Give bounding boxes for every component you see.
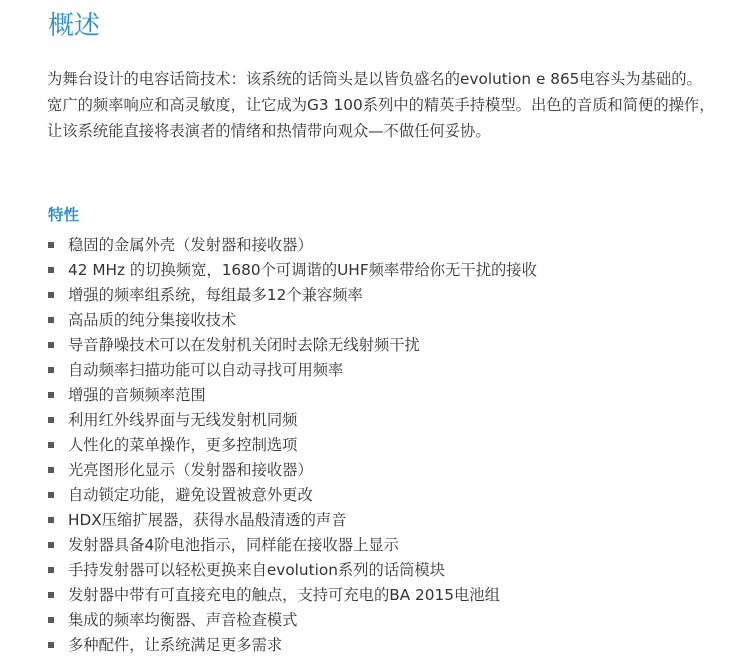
- square-bullet-icon: [48, 492, 54, 498]
- feature-text: 增强的音频频率范围: [68, 386, 206, 404]
- feature-text: HDX压缩扩展器，获得水晶般清透的声音: [68, 511, 347, 529]
- feature-item: [46, 583, 736, 608]
- feature-item: [46, 383, 736, 408]
- square-bullet-icon: [48, 242, 54, 248]
- square-bullet-icon: [48, 417, 54, 423]
- feature-text: 42 MHz 的切换频宽，1680个可调谐的UHF频率带给你无干扰的接收: [68, 261, 537, 279]
- square-bullet-icon: [48, 567, 54, 573]
- feature-item: [46, 533, 736, 558]
- feature-text: 手持发射器可以轻松更换来自evolution系列的话筒模块: [68, 561, 446, 579]
- square-bullet-icon: [48, 392, 54, 398]
- feature-text: 增强的频率组系统，每组最多12个兼容频率: [68, 286, 363, 304]
- square-bullet-icon: [48, 367, 54, 373]
- square-bullet-icon: [48, 642, 54, 648]
- feature-item: [46, 608, 736, 633]
- feature-item: [46, 558, 736, 583]
- feature-text: 发射器中带有可直接充电的触点，支持可充电的BA 2015电池组: [68, 586, 500, 604]
- square-bullet-icon: [48, 317, 54, 323]
- square-bullet-icon: [48, 592, 54, 598]
- feature-text: 导音静噪技术可以在发射机关闭时去除无线射频干扰: [68, 336, 420, 354]
- feature-item: [46, 283, 736, 308]
- page-title: 概述: [48, 11, 101, 41]
- feature-text: 人性化的菜单操作，更多控制选项: [68, 436, 298, 454]
- feature-item: [46, 633, 736, 658]
- feature-item: [46, 433, 736, 458]
- feature-text: 高品质的纯分集接收技术: [68, 311, 237, 329]
- feature-item: [46, 458, 736, 483]
- feature-item: [46, 483, 736, 508]
- feature-item: [46, 508, 736, 533]
- feature-text: 利用红外线界面与无线发射机同频: [68, 411, 298, 429]
- square-bullet-icon: [48, 542, 54, 548]
- feature-item: [46, 233, 736, 258]
- description-paragraph: 为舞台设计的电容话筒技术：该系统的话筒头是以皆负盛名的evolution e 865电容头为基础的。宽广的频率响应和高灵敏度，让它成为G3 100系列中的精英手持模型。出色的音质和简便的操作，让该系统能直接将表演者的情绪和热情带向观众—不做任何妥协。: [47, 70, 715, 140]
- feature-text: 光亮图形化显示（发射器和接收器）: [68, 461, 313, 479]
- feature-text: 发射器具备4阶电池指示，同样能在接收器上显示: [68, 536, 399, 554]
- square-bullet-icon: [48, 467, 54, 473]
- feature-item: [46, 408, 736, 433]
- feature-item: [46, 258, 736, 283]
- feature-text: 自动锁定功能，避免设置被意外更改: [68, 486, 313, 504]
- feature-text: 集成的频率均衡器、声音检查模式: [68, 611, 298, 629]
- square-bullet-icon: [48, 442, 54, 448]
- feature-text: 多种配件，让系统满足更多需求: [68, 636, 283, 654]
- feature-item: [46, 358, 736, 383]
- square-bullet-icon: [48, 267, 54, 273]
- feature-item: [46, 308, 736, 333]
- feature-list: [46, 233, 736, 658]
- features-heading: 特性: [48, 206, 80, 224]
- square-bullet-icon: [48, 292, 54, 298]
- feature-text: 稳固的金属外壳（发射器和接收器）: [68, 236, 313, 254]
- square-bullet-icon: [48, 342, 54, 348]
- square-bullet-icon: [48, 617, 54, 623]
- square-bullet-icon: [48, 517, 54, 523]
- feature-item: [46, 333, 736, 358]
- feature-text: 自动频率扫描功能可以自动寻找可用频率: [68, 361, 344, 379]
